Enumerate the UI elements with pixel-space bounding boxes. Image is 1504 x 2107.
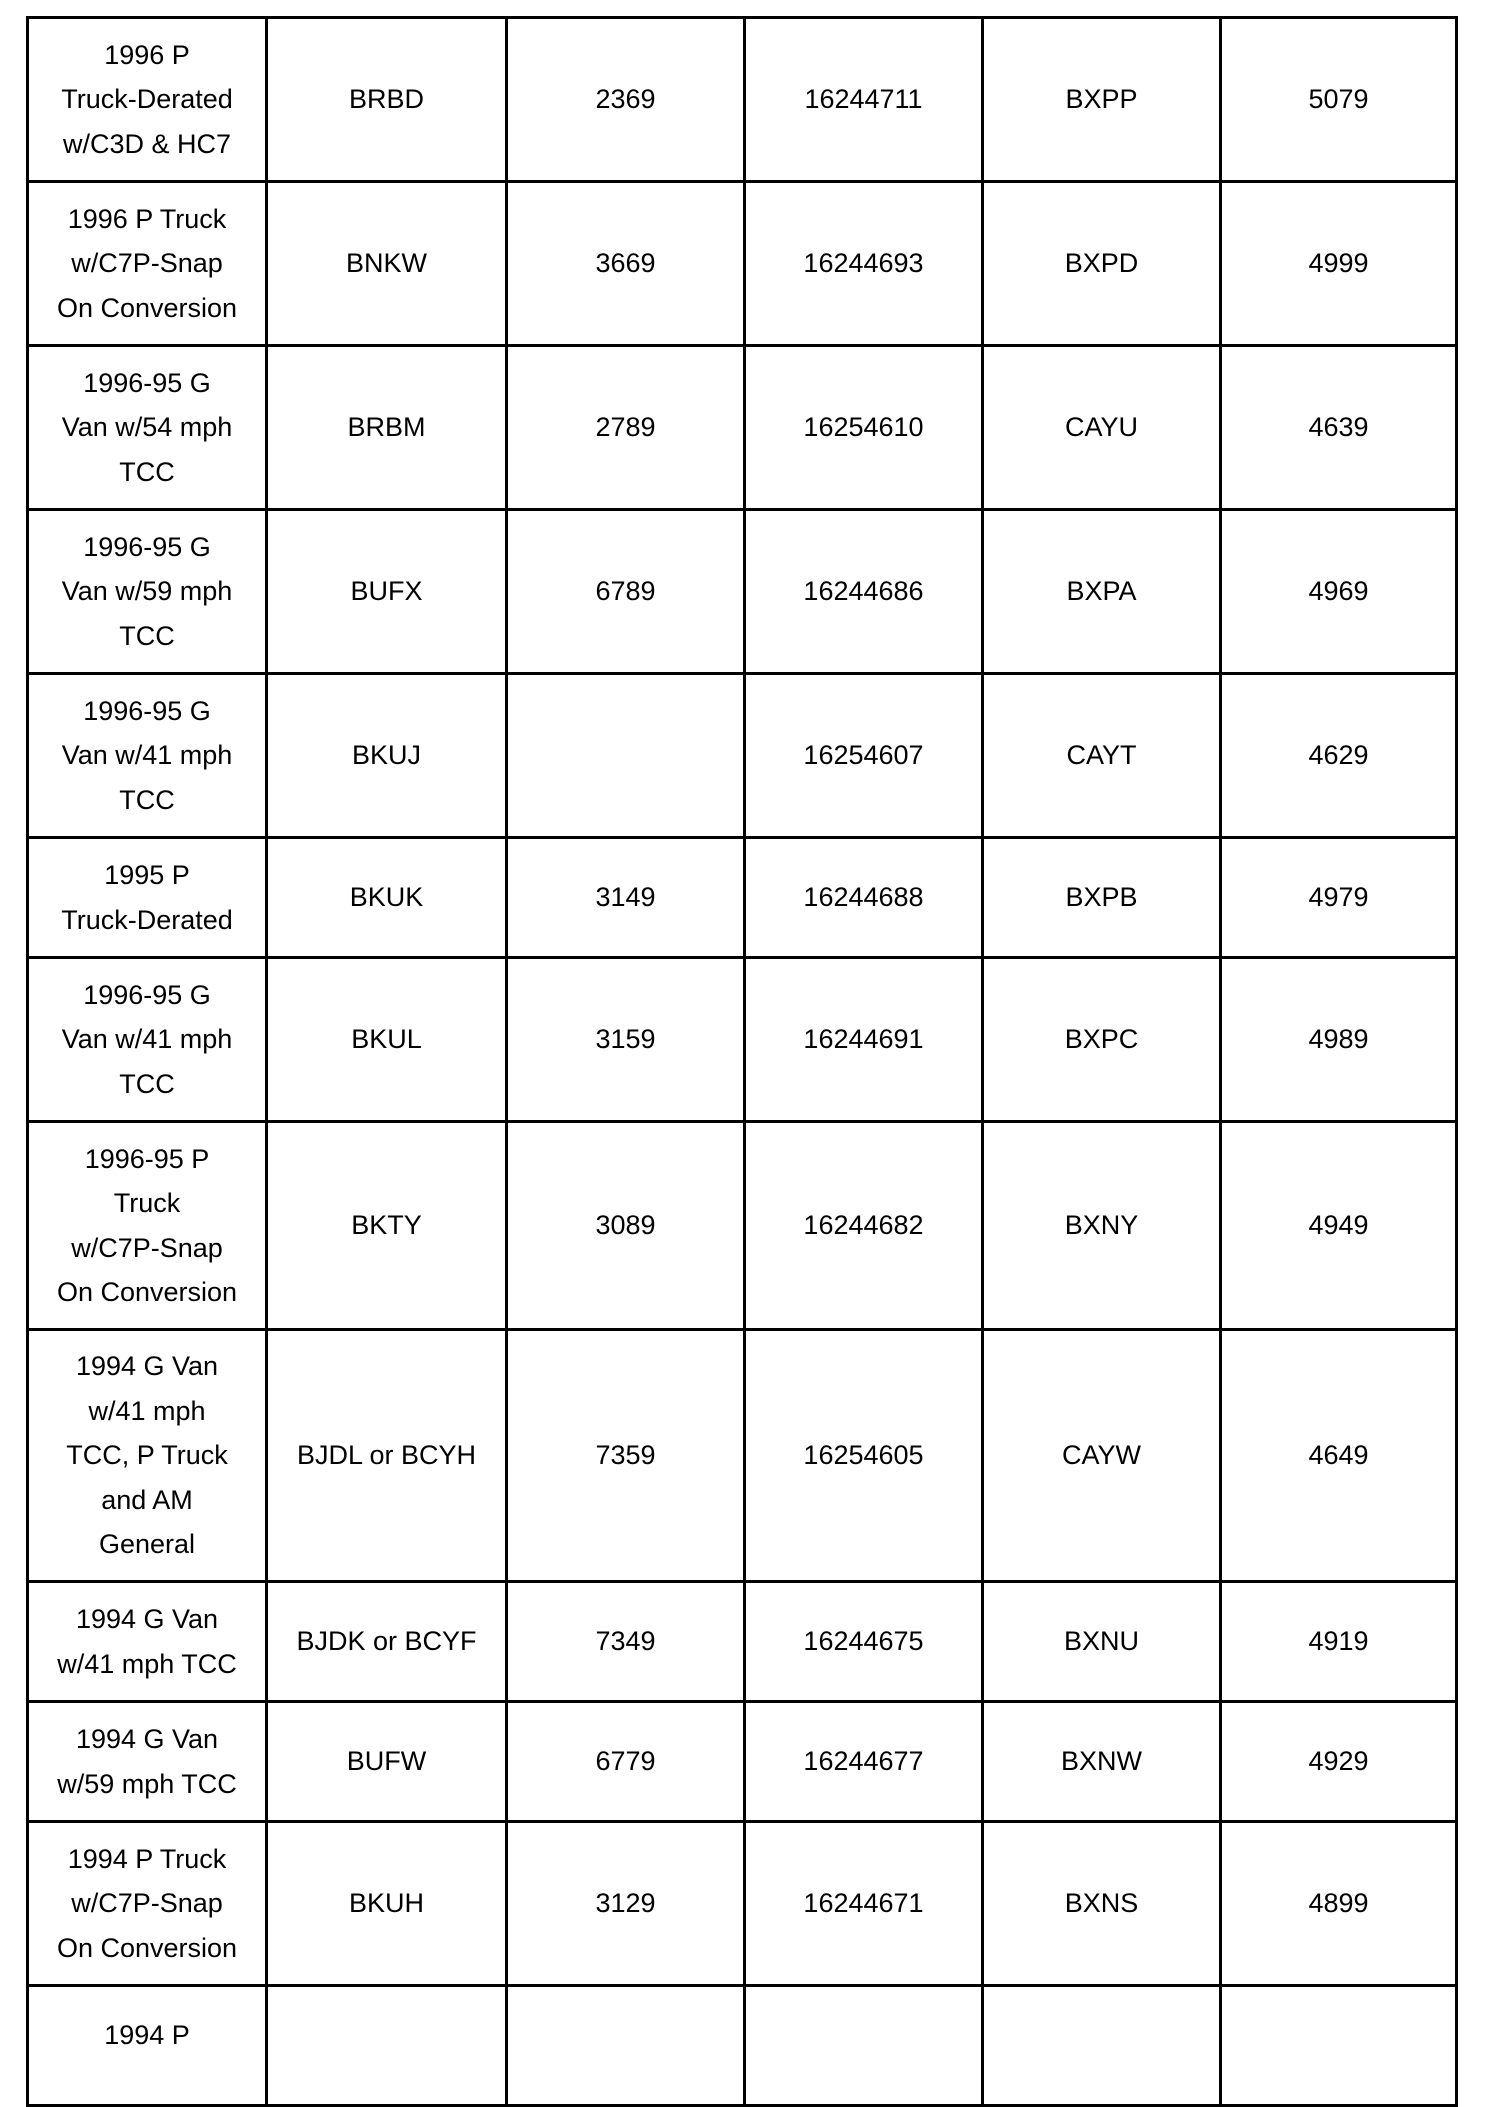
table-row [28,18,1457,182]
application-cell: 1996 P Truck-Derated w/C3D & HC7 [28,18,267,182]
number-cell: 4649 [1221,1330,1457,1582]
table-row [28,958,1457,1122]
code-cell: BUFX [267,510,507,674]
application-cell: 1995 P Truck-Derated [28,838,267,958]
application-cell: 1994 G Van w/59 mph TCC [28,1702,267,1822]
code-cell: BXPA [983,510,1221,674]
number-cell: 3089 [507,1122,745,1330]
application-cell: 1996-95 G Van w/54 mph TCC [28,346,267,510]
number-cell: 4919 [1221,1582,1457,1702]
number-cell: 3149 [507,838,745,958]
code-cell: BXPB [983,838,1221,958]
application-cell: 1994 P Truck w/C7P-Snap On Conversion [28,1822,267,1986]
code-cell: CAYT [983,674,1221,838]
part-number-cell: 16244693 [745,182,983,346]
part-number-cell: 16244682 [745,1122,983,1330]
number-cell: 4639 [1221,346,1457,510]
part-number-cell: 16244688 [745,838,983,958]
code-cell: BNKW [267,182,507,346]
code-cell: CAYW [983,1330,1221,1582]
code-cell: BRBD [267,18,507,182]
code-cell: BXPC [983,958,1221,1122]
application-cell: 1996-95 G Van w/59 mph TCC [28,510,267,674]
code-cell: BXPD [983,182,1221,346]
code-cell [983,1986,1221,2106]
table-row [28,346,1457,510]
table-row [28,838,1457,958]
application-cell: 1996-95 P Truck w/C7P-Snap On Conversion [28,1122,267,1330]
number-cell: 4999 [1221,182,1457,346]
code-cell: BKUL [267,958,507,1122]
number-cell: 6779 [507,1702,745,1822]
number-cell: 4929 [1221,1702,1457,1822]
number-cell [507,674,745,838]
table-row [28,1822,1457,1986]
number-cell: 3129 [507,1822,745,1986]
part-number-cell [745,1986,983,2106]
table-row [28,510,1457,674]
application-cell: 1994 G Van w/41 mph TCC, P Truck and AM General [28,1330,267,1582]
application-cell: 1994 P [28,1986,267,2106]
part-number-cell: 16244686 [745,510,983,674]
part-number-cell: 16254610 [745,346,983,510]
table-row [28,674,1457,838]
code-cell: BXNU [983,1582,1221,1702]
part-number-cell: 16254607 [745,674,983,838]
number-cell: 4949 [1221,1122,1457,1330]
number-cell [507,1986,745,2106]
number-cell: 4979 [1221,838,1457,958]
parts-table [26,16,1458,2107]
table-row [28,1702,1457,1822]
table-row [28,1986,1457,2106]
number-cell: 3159 [507,958,745,1122]
parts-table-container [26,16,1458,2107]
code-cell: BXNY [983,1122,1221,1330]
number-cell: 5079 [1221,18,1457,182]
code-cell: BKUJ [267,674,507,838]
code-cell: BXNS [983,1822,1221,1986]
number-cell: 3669 [507,182,745,346]
number-cell: 4989 [1221,958,1457,1122]
number-cell: 2789 [507,346,745,510]
code-cell: BKTY [267,1122,507,1330]
application-cell: 1996-95 G Van w/41 mph TCC [28,674,267,838]
application-cell: 1996-95 G Van w/41 mph TCC [28,958,267,1122]
code-cell: BJDK or BCYF [267,1582,507,1702]
code-cell: BJDL or BCYH [267,1330,507,1582]
code-cell: BKUK [267,838,507,958]
number-cell: 4629 [1221,674,1457,838]
number-cell: 7359 [507,1330,745,1582]
number-cell: 4899 [1221,1822,1457,1986]
part-number-cell: 16244677 [745,1702,983,1822]
table-row [28,182,1457,346]
table-row [28,1122,1457,1330]
number-cell [1221,1986,1457,2106]
table-row [28,1330,1457,1582]
code-cell: BXPP [983,18,1221,182]
code-cell: BXNW [983,1702,1221,1822]
number-cell: 6789 [507,510,745,674]
number-cell: 7349 [507,1582,745,1702]
code-cell [267,1986,507,2106]
code-cell: CAYU [983,346,1221,510]
part-number-cell: 16244671 [745,1822,983,1986]
number-cell: 4969 [1221,510,1457,674]
table-row [28,1582,1457,1702]
part-number-cell: 16254605 [745,1330,983,1582]
code-cell: BKUH [267,1822,507,1986]
part-number-cell: 16244691 [745,958,983,1122]
code-cell: BUFW [267,1702,507,1822]
part-number-cell: 16244675 [745,1582,983,1702]
application-cell: 1996 P Truck w/C7P-Snap On Conversion [28,182,267,346]
application-cell: 1994 G Van w/41 mph TCC [28,1582,267,1702]
number-cell: 2369 [507,18,745,182]
part-number-cell: 16244711 [745,18,983,182]
code-cell: BRBM [267,346,507,510]
